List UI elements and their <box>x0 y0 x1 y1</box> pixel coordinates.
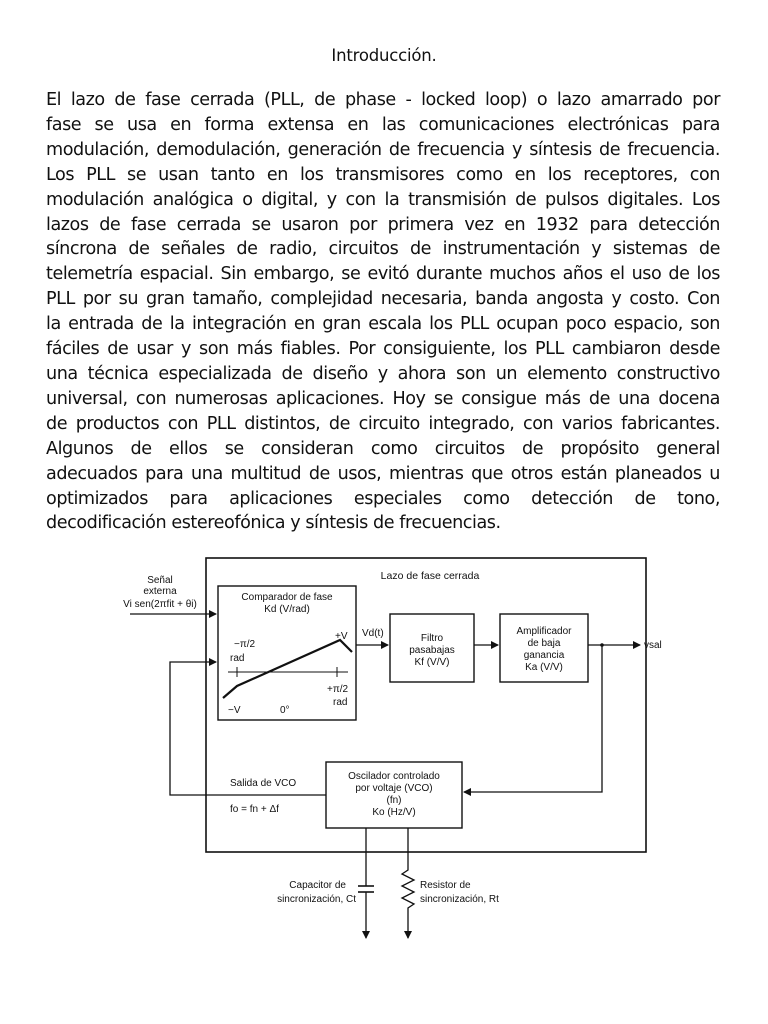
resistor-symbol <box>402 828 414 938</box>
comparator-zero: 0° <box>280 705 290 716</box>
filter-label: pasabajas <box>409 645 455 656</box>
input-signal-formula: Vi sen(2πfit + θi) <box>123 599 197 610</box>
vco-output-formula: fo = fn + Δf <box>230 804 279 815</box>
vco-label: por voltaje (VCO) <box>355 783 433 794</box>
amplifier-gain: Ka (V/V) <box>525 662 563 673</box>
comparator-neg-v: −V <box>228 705 241 716</box>
paragraph-line: de productos con PLL distintos, de circuito integrado, con varios fabricantes. <box>46 413 720 434</box>
comparator-neg-phase: −π/2 <box>234 639 256 650</box>
comparator-title: Comparador de fase <box>241 592 333 603</box>
vco-label: Oscilador controlado <box>348 771 440 782</box>
paragraph-line: fáciles de usar y son más fiables. Por consiguiente, los PLL cambiaron desde <box>46 339 720 360</box>
comparator-neg-phase-unit: rad <box>230 653 245 664</box>
resistor-label: Resistor de <box>420 880 471 891</box>
paragraph-line: telemetría espacial. Sin embargo, se evitó durante muchos años el uso de los <box>46 264 720 285</box>
comparator-pos-phase: +π/2 <box>327 684 349 695</box>
pll-block-diagram <box>100 550 700 950</box>
paragraph-line: PLL por su gran tamaño, complejidad necesaria, banda angosta y costo. Con <box>46 289 720 310</box>
filter-label: Filtro <box>420 633 444 644</box>
amplifier-label: Amplificador <box>516 626 572 637</box>
capacitor-label: Capacitor de <box>289 880 346 891</box>
page-title: Introducción. <box>331 46 437 65</box>
comparator-pos-phase-unit: rad <box>333 697 348 708</box>
paragraph-line: síncrona de señales de radio, circuitos de instrumentación y sistemas de <box>46 239 720 260</box>
paragraph-line: El lazo de fase cerrada (PLL, de phase - locked loop) o lazo amarrado por <box>46 90 720 110</box>
paragraph-line: Los PLL se usan tanto en los transmisores como en los receptores, con <box>46 164 720 185</box>
comparator-gain: Kd (V/rad) <box>264 604 310 615</box>
intro-paragraph <box>46 88 720 536</box>
input-label: Señal <box>147 575 173 586</box>
amplifier-label: de baja <box>527 638 561 649</box>
paragraph-line: lazos de fase cerrada se usaron por primera vez en 1932 para detección <box>46 214 720 235</box>
paragraph-line: Algunos de ellos se consideran como circuitos de propósito general <box>46 438 720 459</box>
paragraph-line: decodificación estereofónica y síntesis de frecuencias. <box>46 513 501 534</box>
vco-gain: Ko (Hz/V) <box>372 807 416 818</box>
paragraph-line: optimizados para aplicaciones especiales como detección de tono, <box>46 488 720 509</box>
paragraph-line: modulación, demodulación, generación de frecuencia y síntesis de frecuencia. <box>46 139 720 160</box>
paragraph-line: modulación analógica o digital, y con la transmisión de pulsos digitales. Los <box>46 189 720 210</box>
filter-gain: Kf (V/V) <box>414 657 450 668</box>
output-label: vsal <box>644 640 662 651</box>
vd-label: Vd(t) <box>362 628 384 639</box>
paragraph-line: fase se usa en forma extensa en las comunicaciones electrónicas para <box>46 114 720 135</box>
paragraph-line: adecuados para una multitud de usos, mientras que otros están planeados u <box>46 463 720 484</box>
capacitor-label: sincronización, Ct <box>277 894 356 905</box>
paragraph-line: la entrada de la integración en gran escala los PLL ocupan poco espacio, son <box>46 314 720 335</box>
amplifier-label: ganancia <box>523 650 565 661</box>
vco-output-label: Salida de VCO <box>230 778 297 789</box>
input-label: externa <box>143 586 177 597</box>
paragraph-line: universal, con numerosas aplicaciones. Hoy se consigue más de una docena <box>46 388 720 409</box>
comparator-pos-v: +V <box>335 631 348 642</box>
loop-label: Lazo de fase cerrada <box>380 570 480 582</box>
vco-frequency: (fn) <box>386 795 402 806</box>
resistor-label: sincronización, Rt <box>420 894 499 905</box>
paragraph-line: una técnica especializada de diseño y ahora son un elemento constructivo <box>46 363 720 384</box>
